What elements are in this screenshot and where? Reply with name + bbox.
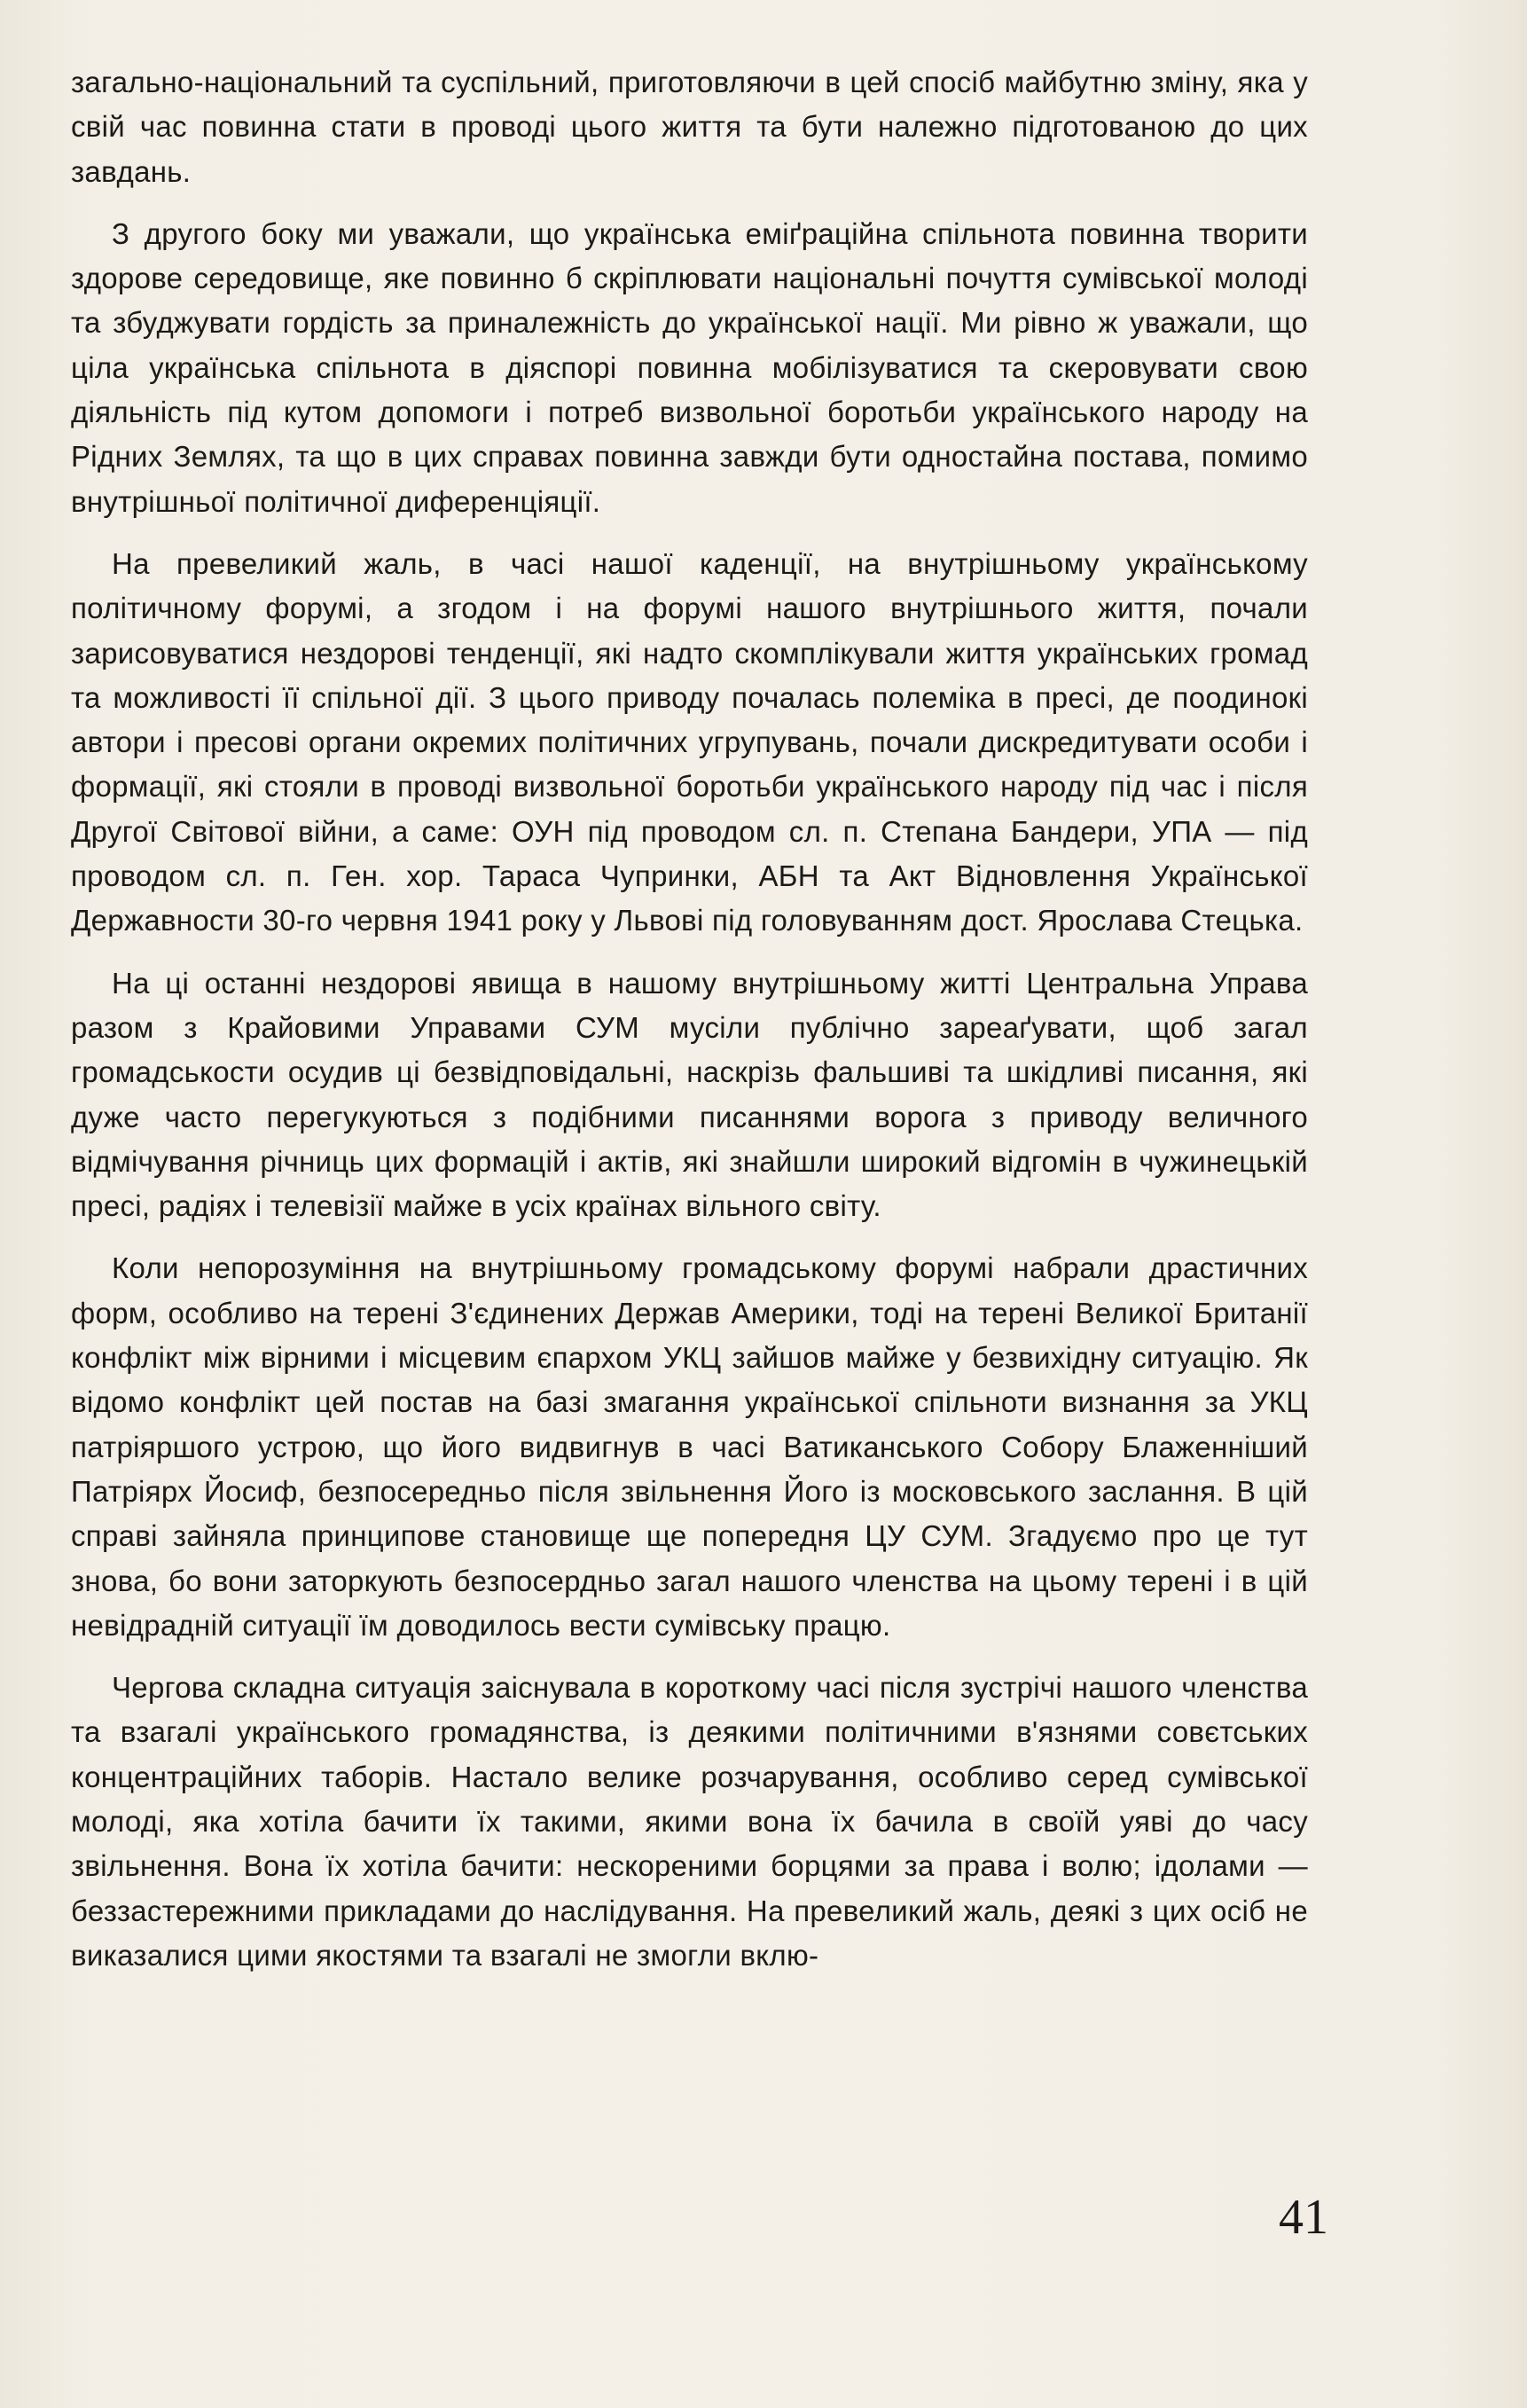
paragraph: Коли непорозуміння на внутрішньому громадському форумі набрали драстичних форм, особливо на терені З'єдинених Держав Америки, тоді на терені Великої Британії конфлікт між вірними і місцевим єпархом УКЦ зайшов майже у безвихідну ситуацію. Як відомо конфлікт цей постав на базі змагання української спільноти визнання за УКЦ патріяршого устрою, що його видвигнув в часі Ватиканського Собору Блаженніший Патріярх Йосиф, безпосередньо після звільнення Його із московського заслання. В цій справі зайняла принципове становище ще попередня ЦУ СУМ. Згадуємо про це тут знова, бо вони заторкують безпосердньо загал нашого членства на цьому терені і в цій невідрадній ситуації їм доводилось вести сумівську працю. — [71, 1251, 1308, 1642]
paragraph: На превеликий жаль, в часі нашої каденції, на внутрішньому українському політичному форумі, а згодом і на форумі нашого внутрішнього життя, почали зарисовуватися нездорові тенденції, які надто скомплікували життя українських громад та можливості її спільної дії. З цього приводу почалась полеміка в пресі, де поодинокі автори і пресові органи окремих політичних угрупувань, почали дискредитувати особи і формації, які стояли в проводі визвольної боротьби українського народу під час і після Другої Світової війни, а саме: ОУН під проводом сл. п. Степана Бандери, УПА — під проводом сл. п. Ген. хор. Тараса Чупринки, АБН та Акт Відновлення Української Державности 30-го червня 1941 року у Львові під головуванням дост. Ярослава Стецька. — [71, 546, 1308, 937]
paragraph: Чергова складна ситуація заіснувала в короткому часі після зустрічі нашого членства та взагалі українського громадянства, із деякими політичними в'язнями совєтських концентраційних таборів. Настало велике розчарування, особливо серед сумівської молоді, яка хотіла бачити їх такими, якими вона їх бачила в своїй уяві до часу звільнення. Вона їх хотіла бачити: нескореними борцями за права і волю; ідолами — беззастережними прикладами до наслідування. На превеликий жаль, деякі з цих осіб не виказалися цими якостями та взагалі не змогли вклю- — [71, 1671, 1308, 1972]
paragraph: На ці останні нездорові явища в нашому внутрішньому житті Центральна Управа разом з Крайовими Управами СУМ мусіли публічно зареаґувати, щоб загал громадськости осудив ці безвідповідальні, наскрізь фальшиві та шкідливі писання, які дуже часто перегукуються з подібними писаннями ворога з приводу величного відмічування річниць цих формацій і актів, які знайшли широкий відгомін в чужинецькій пресі, радіях і телевізії майже в усіх країнах вільного світу. — [71, 966, 1308, 1223]
paragraph: З другого боку ми уважали, що українська еміґраційна спільнота повинна творити здорове середовище, яке повинно б скріплювати національні почуття сумівської молоді та збуджувати гордість за приналежність до української нації. Ми рівно ж уважали, що ціла українська спільнота в діяспорі повинна мобілізуватися та скеровувати свою діяльність під кутом допомоги і потреб визвольної боротьби українського народу на Рідних Землях, та що в цих справах повинна завжди бути одностайна постава, помимо внутрішньої політичної диференціяції. — [71, 216, 1308, 518]
page-number: 41 — [1279, 2190, 1328, 2245]
paragraph-continuation: загально-національний та суспільний, приготовляючи в цей спосіб майбутню зміну, яка у свій час повинна стати в проводі цього життя та бути належно підготованою до цих завдань. — [71, 66, 1308, 188]
body-text — [71, 60, 1308, 1978]
